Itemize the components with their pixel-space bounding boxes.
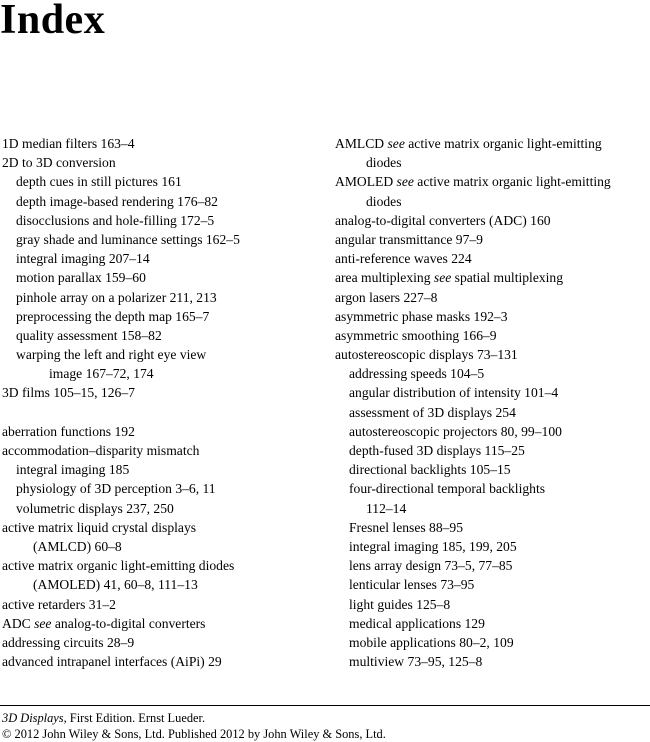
index-entry: quality assessment 158–82 [16,327,162,343]
index-entry: active matrix organic light-emitting diodes [2,558,235,574]
index-entry: depth-fused 3D displays 115–25 [349,443,525,458]
index-entry: angular transmittance 97–9 [335,231,483,247]
index-entry: depth image-based rendering 176–82 [16,193,218,209]
index-entry: area multiplexing see spatial multiplexing [335,270,564,286]
index-entry: addressing circuits 28–9 [2,634,135,650]
index-entry: integral imaging 207–14 [16,251,150,267]
index-entry: advanced intrapanel interfaces (AiPi) 29 [2,654,222,670]
index-entry: mobile applications 80–2, 109 [349,634,514,650]
index-entry: Fresnel lenses 88–95 [349,519,464,535]
index-entry: AMLCD see active matrix organic light-emitting [335,136,602,151]
index-entry: depth cues in still pictures 161 [16,174,182,190]
index-entry: integral imaging 185, 199, 205 [349,538,517,554]
index-entry: image 167–72, 174 [49,366,154,382]
index-entry: 2D to 3D conversion [2,155,116,171]
index-entry: argon lasers 227–8 [335,289,438,305]
footer-divider [0,705,650,706]
index-entry: AMOLED see active matrix organic light-emitting [335,174,611,190]
index-entry: autostereoscopic projectors 80, 99–100 [349,423,562,439]
index-entry: light guides 125–8 [349,596,451,612]
index-entry: integral imaging 185 [16,462,130,478]
index-entry: four-directional temporal backlights [349,481,546,497]
index-entry: 1D median filters 163–4 [2,136,135,151]
index-entry: (AMOLED) 41, 60–8, 111–13 [33,577,198,593]
index-entry: motion parallax 159–60 [16,270,146,286]
index-entry: angular distribution of intensity 101–4 [349,385,559,401]
book-title: 3D Displays [2,711,64,725]
index-entry: warping the left and right eye view [16,347,207,363]
index-entry: assessment of 3D displays 254 [349,404,516,420]
edition-author: , First Edition. Ernst Lueder. [63,711,206,725]
page-title: Index [0,0,106,43]
index-column-left [2,134,320,671]
index-entry: diodes [366,193,402,209]
index-entry: accommodation–disparity mismatch [2,443,200,458]
index-entry: diodes [366,155,402,171]
index-entry: (AMLCD) 60–8 [33,538,122,554]
index-entry: addressing speeds 104–5 [349,366,485,382]
index-entry: preprocessing the depth map 165–7 [16,308,210,324]
index-entry: asymmetric phase masks 192–3 [335,308,508,324]
index-entry: medical applications 129 [349,615,485,631]
index-entry: 3D films 105–15, 126–7 [2,385,135,401]
index-entry: volumetric displays 237, 250 [16,500,174,516]
index-entry: active matrix liquid crystal displays [2,519,197,535]
copyright-footer [2,710,386,742]
index-entry: active retarders 31–2 [2,596,116,612]
index-spacer [2,403,320,422]
index-entry: asymmetric smoothing 166–9 [335,327,497,343]
index-entry: autostereoscopic displays 73–131 [335,347,518,363]
index-entry: lenticular lenses 73–95 [349,577,475,593]
index-entry: anti-reference waves 224 [335,251,472,267]
footer-line-1 [2,710,386,726]
index-entry: physiology of 3D perception 3–6, 11 [16,481,216,497]
index-entry: multiview 73–95, 125–8 [349,654,483,670]
index-entry: aberration functions 192 [2,423,135,439]
index-entry: pinhole array on a polarizer 211, 213 [16,289,217,305]
index-entry: lens array design 73–5, 77–85 [349,558,513,574]
index-entry: gray shade and luminance settings 162–5 [16,231,240,247]
footer-line-2: © 2012 John Wiley & Sons, Ltd. Published 2012 by John Wiley & Sons, Ltd. [2,727,386,741]
index-entry: directional backlights 105–15 [349,462,511,478]
index-entry: disocclusions and hole-filling 172–5 [16,212,215,228]
index-column-right [335,134,650,671]
index-entry: ADC see analog-to-digital converters [2,615,206,631]
index-entry: 112–14 [366,500,407,516]
index-entry: analog-to-digital converters (ADC) 160 [335,212,551,228]
